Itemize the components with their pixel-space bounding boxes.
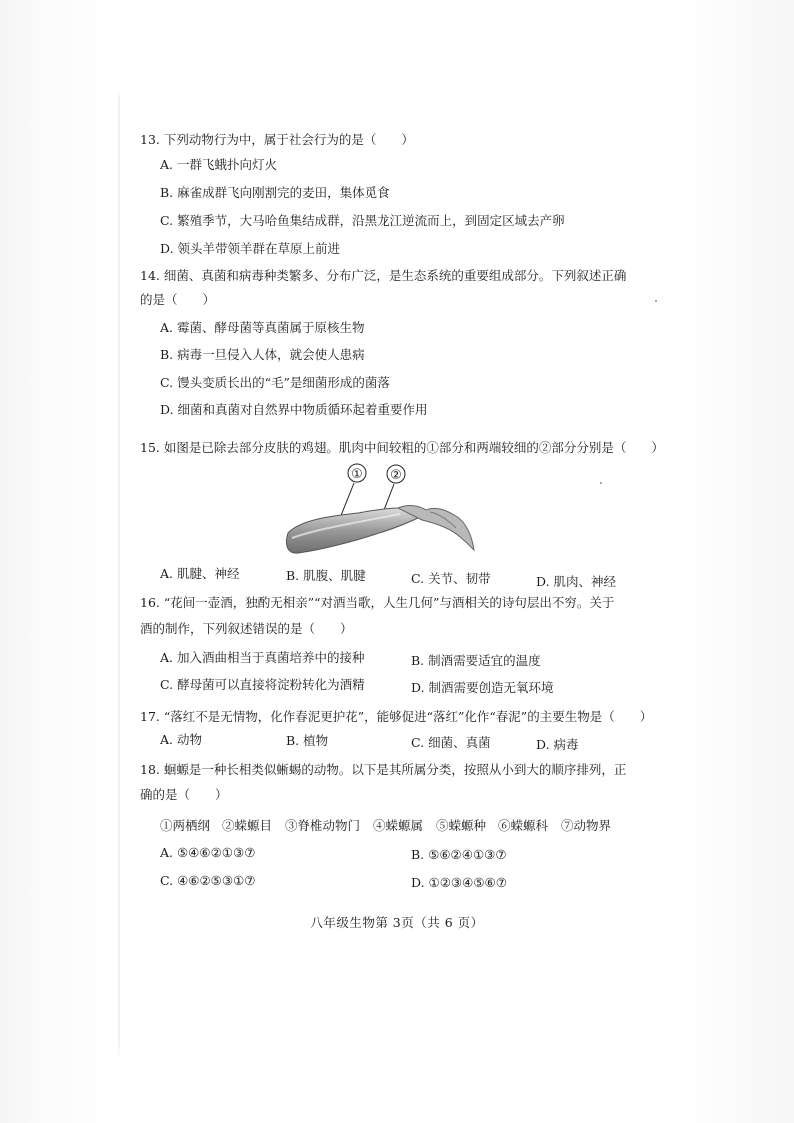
pointer-line-1: [340, 483, 354, 518]
q14-option-c: C. 馒头变质长出的“毛”是细菌形成的菌落: [160, 375, 390, 390]
q14-option-a: A. 霉菌、酵母菌等真菌属于原核生物: [160, 320, 365, 335]
q18-item-7: ⑦动物界: [561, 818, 612, 833]
q16-option-d: D. 制酒需要创造无氧环境: [411, 680, 554, 695]
q13-option-a: A. 一群飞蛾扑向灯火: [160, 157, 277, 172]
q18-item-3: ③脊椎动物门: [285, 818, 361, 833]
q18-item-1: ①两栖纲: [160, 818, 211, 833]
q13-option-d: D. 领头羊带领羊群在草原上前进: [160, 241, 341, 256]
q18-item-6: ⑥蝾螈科: [498, 818, 549, 833]
q16-option-b: B. 制酒需要适宜的温度: [411, 653, 541, 668]
scan-speck: [600, 482, 602, 484]
label-2: ②: [390, 468, 402, 483]
paper-edge-shadow: [118, 0, 120, 1123]
q18-option-b: B. ⑤⑥②④①③⑦: [411, 847, 507, 862]
q17-option-c: C. 细菌、真菌: [411, 735, 491, 750]
q17-option-b: B. 植物: [286, 733, 329, 748]
q18-item-4: ④蝾螈属: [373, 818, 424, 833]
scan-speck: [655, 300, 657, 302]
q18-option-c: C. ④⑥②⑤③①⑦: [160, 873, 256, 888]
wing-muscle: [286, 508, 422, 553]
q14-stem-line1: 14. 细菌、真菌和病毒种类繁多、分布广泛，是生态系统的重要组成部分。下列叙述正确: [140, 268, 627, 283]
q15-option-c: C. 关节、韧带: [411, 571, 491, 586]
q15-option-a: A. 肌腱、神经: [160, 566, 240, 581]
wing-tip: [398, 506, 474, 550]
q15-option-b: B. 肌腹、肌腱: [286, 568, 366, 583]
q15-stem: 15. 如图是已除去部分皮肤的鸡翅。肌肉中间较粗的①部分和两端较细的②部分分别是（ ）: [140, 440, 664, 455]
q13-option-c: C. 繁殖季节，大马哈鱼集结成群，沿黑龙江逆流而上，到固定区域去产卵: [160, 213, 565, 228]
q17-stem: 17. “落红不是无情物，化作春泥更护花”，能够促进“落红”化作“春泥”的主要生物是（ ）: [140, 709, 653, 724]
page-footer: 八年级生物第 3页（共 6 页）: [310, 915, 484, 930]
q18-item-2: ②蝾螈目: [222, 818, 273, 833]
q18-stem-line1: 18. 蛔螈是一种长相类似蜥蜴的动物。以下是其所属分类，按照从小到大的顺序排列，正: [140, 762, 627, 777]
q16-option-c: C. 酵母菌可以直接将淀粉转化为酒精: [160, 677, 365, 692]
q17-option-d: D. 病毒: [536, 737, 579, 752]
q18-option-d: D. ①②③④⑤⑥⑦: [411, 875, 507, 890]
q18-option-a: A. ⑤④⑥②①③⑦: [160, 845, 256, 860]
q14-option-b: B. 病毒一旦侵入人体，就会使人患病: [160, 347, 365, 362]
q16-stem-line1: 16. “花间一壶酒，独酌无相亲”“对酒当歌，人生几何”与酒相关的诗句层出不穷。关于: [140, 595, 615, 610]
q14-option-d: D. 细菌和真菌对自然界中物质循环起着重要作用: [160, 402, 428, 417]
label-1: ①: [351, 467, 363, 482]
q17-option-a: A. 动物: [160, 732, 202, 747]
chicken-wing-figure: [280, 458, 480, 570]
q16-option-a: A. 加入酒曲相当于真菌培养中的接种: [160, 650, 365, 665]
q18-item-5: ⑤蝾螈种: [436, 818, 487, 833]
q18-stem-line2: 确的是（ ）: [140, 787, 228, 802]
pointer-line-2: [384, 484, 394, 510]
q15-option-d: D. 肌肉、神经: [536, 574, 617, 589]
q14-stem-line2: 的是（ ）: [140, 292, 216, 307]
q16-stem-line2: 酒的制作，下列叙述错误的是（ ）: [140, 621, 353, 636]
q13-stem: 13. 下列动物行为中，属于社会行为的是（ ）: [140, 132, 414, 147]
q13-option-b: B. 麻雀成群飞向刚割完的麦田，集体觅食: [160, 185, 390, 200]
